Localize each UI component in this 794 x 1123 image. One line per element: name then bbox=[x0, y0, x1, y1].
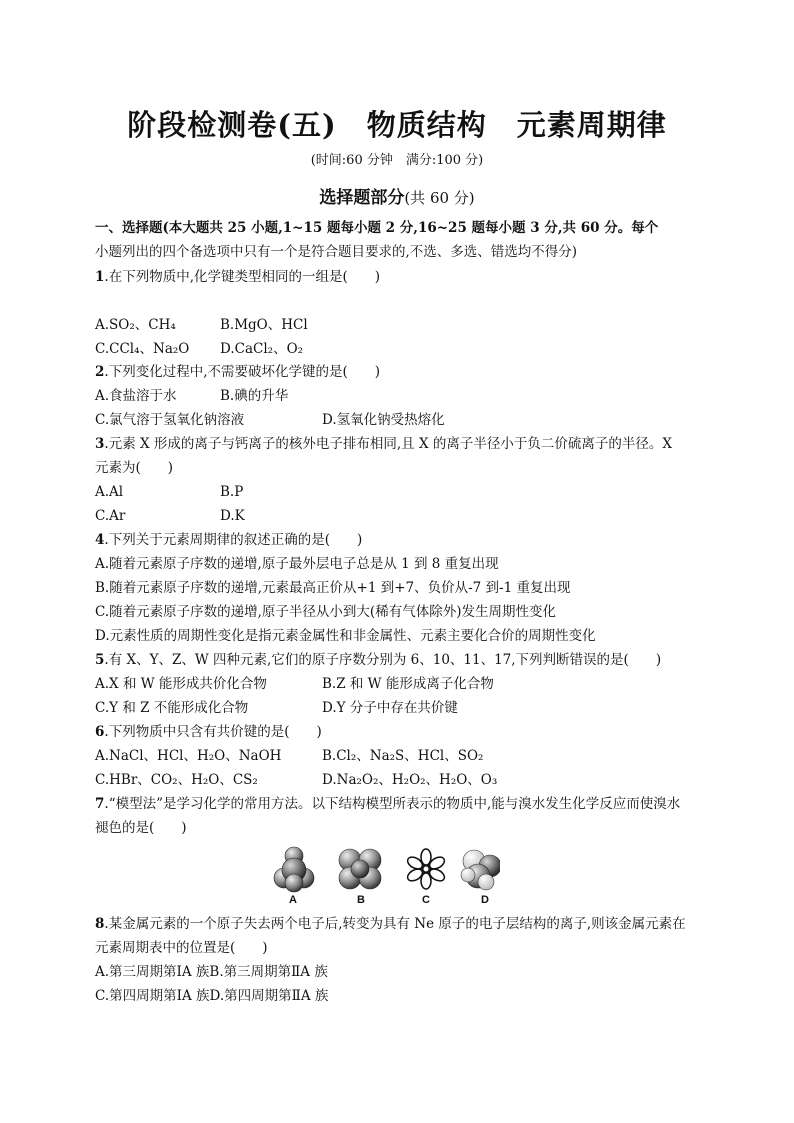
question-5 bbox=[95, 651, 661, 669]
model-label-a: A bbox=[289, 894, 297, 906]
question-7-continued: 褪色的是( ) bbox=[95, 820, 187, 836]
section-title: 选择题部分 bbox=[319, 188, 405, 208]
model-d[interactable] bbox=[461, 850, 500, 890]
q3-option-c[interactable]: C.Ar bbox=[95, 508, 126, 524]
section-heading bbox=[0, 183, 794, 208]
question-4 bbox=[95, 531, 362, 549]
q4-option-a[interactable]: A.随着元素原子序数的递增,原子最外层电子总是从 1 到 8 重复出现 bbox=[95, 556, 499, 572]
model-label-d: D bbox=[481, 894, 489, 906]
q2-option-c[interactable]: C.氯气溶于氢氧化钠溶液 bbox=[95, 412, 245, 428]
q2-option-b[interactable]: B.碘的升华 bbox=[220, 388, 289, 404]
question-6 bbox=[95, 723, 322, 741]
q1-option-d[interactable]: D.CaCl₂、O₂ bbox=[220, 341, 304, 357]
q2-option-a[interactable]: A.食盐溶于水 bbox=[95, 388, 177, 404]
q1-option-b[interactable]: B.MgO、HCl bbox=[220, 317, 308, 333]
exam-info: (时间:60 分钟 满分:100 分) bbox=[310, 153, 484, 168]
page-title: 阶段检测卷(五) 物质结构 元素周期律 bbox=[127, 108, 667, 142]
q6-option-a[interactable]: A.NaCl、HCl、H₂O、NaOH bbox=[95, 748, 282, 764]
question-number: 1 bbox=[95, 269, 105, 285]
model-a[interactable] bbox=[274, 847, 314, 892]
model-c[interactable] bbox=[406, 849, 447, 889]
question-number: 2 bbox=[95, 364, 105, 380]
instructions-line-2: 小题列出的四个备选项中只有一个是符合题目要求的,不选、多选、错选均不得分) bbox=[95, 244, 578, 260]
question-text: .“模型法”是学习化学的常用方法。以下结构模型所表示的物质中,能与溴水发生化学反应而使溴水 bbox=[104, 796, 681, 812]
q8-options-c-d[interactable]: C.第四周期第ⅠA 族D.第四周期第ⅡA 族 bbox=[95, 988, 329, 1004]
model-label-b: B bbox=[357, 894, 365, 906]
question-text: .下列物质中只含有共价键的是( ) bbox=[104, 724, 322, 740]
question-3-continued: 元素为( ) bbox=[95, 460, 174, 476]
q5-option-a[interactable]: A.X 和 W 能形成共价化合物 bbox=[95, 676, 267, 692]
q3-option-b[interactable]: B.P bbox=[220, 484, 244, 500]
model-b[interactable] bbox=[339, 849, 381, 889]
section-score: (共 60 分) bbox=[404, 189, 475, 207]
molecule-models-drawing bbox=[270, 846, 500, 894]
question-text: .某金属元素的一个原子失去两个电子后,转变为具有 Ne 原子的电子层结构的离子,则该金属元素在 bbox=[104, 916, 686, 932]
question-1 bbox=[95, 268, 380, 286]
q6-option-b[interactable]: B.Cl₂、Na₂S、HCl、SO₂ bbox=[322, 748, 484, 764]
question-2 bbox=[95, 363, 380, 381]
question-8-continued: 元素周期表中的位置是( ) bbox=[95, 940, 268, 956]
model-label-c: C bbox=[422, 894, 430, 906]
question-3 bbox=[95, 435, 672, 453]
question-8 bbox=[95, 915, 686, 933]
q4-option-d[interactable]: D.元素性质的周期性变化是指元素金属性和非金属性、元素主要化合价的周期性变化 bbox=[95, 628, 596, 644]
question-number: 3 bbox=[95, 436, 105, 452]
question-number: 5 bbox=[95, 652, 105, 668]
instructions-line-1: 一、选择题(本大题共 25 小题,1~15 题每小题 2 分,16~25 题每小题 3 分,共 60 分。每个 bbox=[95, 220, 659, 236]
question-number: 4 bbox=[95, 532, 105, 548]
question-number: 7 bbox=[95, 796, 105, 812]
question-text: .在下列物质中,化学键类型相同的一组是( ) bbox=[104, 269, 381, 285]
q4-option-c[interactable]: C.随着元素原子序数的递增,原子半径从小到大(稀有气体除外)发生周期性变化 bbox=[95, 604, 556, 620]
q6-option-d[interactable]: D.Na₂O₂、H₂O₂、H₂O、O₃ bbox=[322, 772, 498, 788]
q6-option-c[interactable]: C.HBr、CO₂、H₂O、CS₂ bbox=[95, 772, 258, 788]
question-text: .下列关于元素周期律的叙述正确的是( ) bbox=[104, 532, 363, 548]
question-number: 6 bbox=[95, 724, 105, 740]
q4-option-b[interactable]: B.随着元素原子序数的递增,元素最高正价从+1 到+7、负价从-7 到-1 重复出现 bbox=[95, 580, 571, 596]
q3-option-a[interactable]: A.Al bbox=[95, 484, 124, 500]
question-number: 8 bbox=[95, 916, 105, 932]
question-text: .元素 X 形成的离子与钙离子的核外电子排布相同,且 X 的离子半径小于负二价硫离子的半径。X bbox=[104, 436, 672, 452]
q5-option-c[interactable]: C.Y 和 Z 不能形成化合物 bbox=[95, 700, 249, 716]
question-7 bbox=[95, 795, 680, 813]
q2-option-d[interactable]: D.氢氧化钠受热熔化 bbox=[322, 412, 445, 428]
q1-option-c[interactable]: C.CCl₄、Na₂O bbox=[95, 341, 190, 357]
q5-option-b[interactable]: B.Z 和 W 能形成离子化合物 bbox=[322, 676, 494, 692]
q5-option-d[interactable]: D.Y 分子中存在共价键 bbox=[322, 700, 458, 716]
question-text: .有 X、Y、Z、W 四种元素,它们的原子序数分别为 6、10、11、17,下列判断错误的是( ) bbox=[104, 652, 662, 668]
q3-option-d[interactable]: D.K bbox=[220, 508, 245, 524]
q8-options-a-b[interactable]: A.第三周期第ⅠA 族B.第三周期第ⅡA 族 bbox=[95, 964, 328, 980]
q1-option-a[interactable]: A.SO₂、CH₄ bbox=[95, 317, 176, 333]
molecular-models-figure bbox=[270, 846, 500, 908]
question-text: .下列变化过程中,不需要破坏化学键的是( ) bbox=[104, 364, 381, 380]
